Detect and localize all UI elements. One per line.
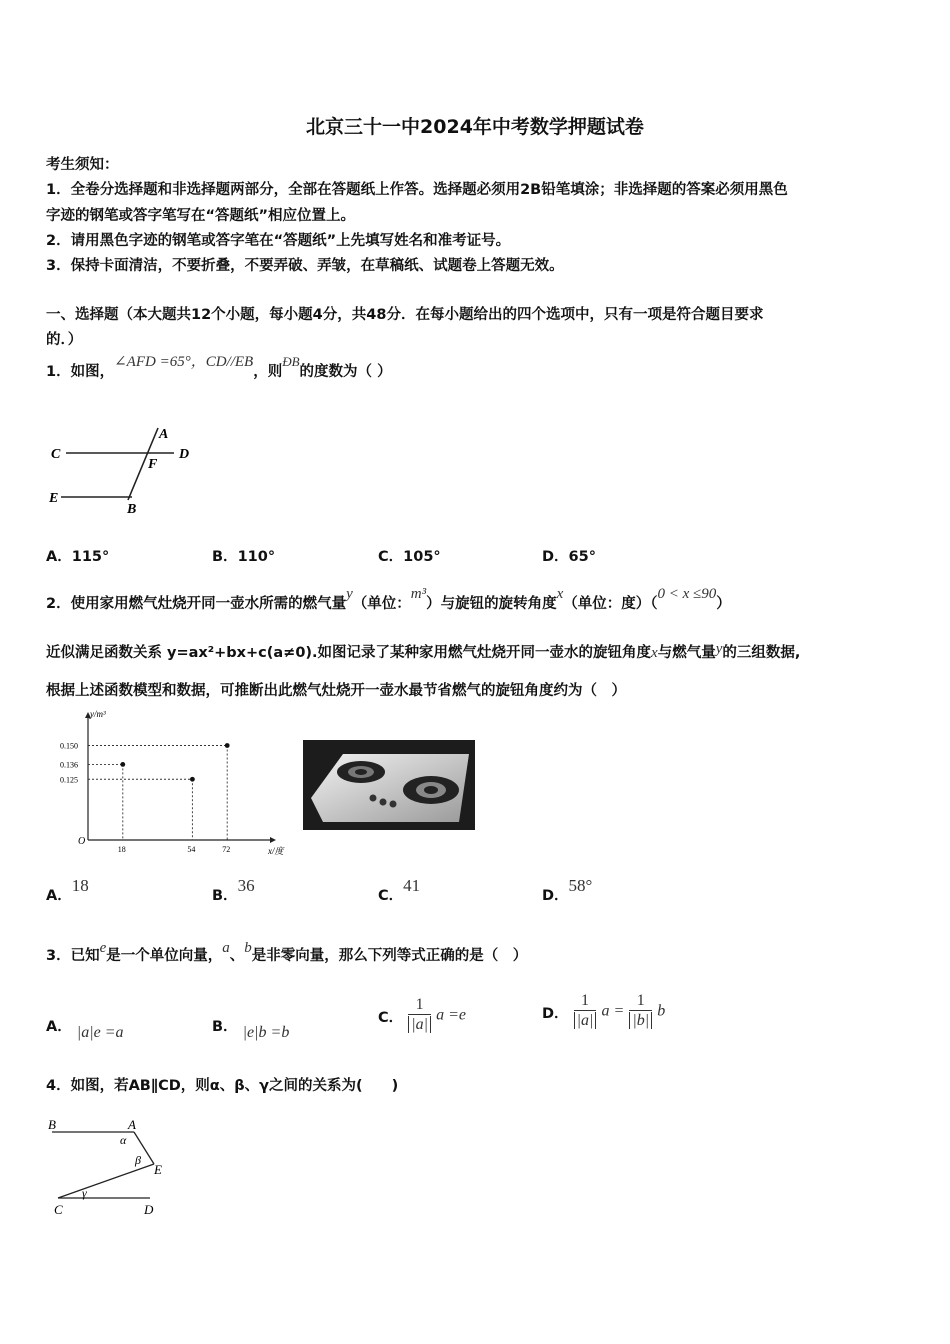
x-tick-18: 18 [117,845,126,854]
data-point-72 [225,743,230,748]
notice-heading: 考生须知： [46,157,119,173]
y-axis-label: y/m³ [90,709,106,719]
origin-label: O [78,836,86,847]
label-e: E [154,1162,162,1177]
x-tick-72: 72 [222,845,231,854]
notice-item-1: 1．全卷分选择题和非选择题两部分，全部在答题纸上作答。选择题必须用2B铅笔填涂；非选择题的答案必须用黑色 [46,182,788,198]
label-beta: β [135,1153,141,1167]
y-tick-0.150: 0.150 [60,741,78,751]
q1-figure [46,420,206,520]
q2-chart [58,708,286,856]
label-c: C [51,447,61,462]
data-point-18 [120,762,125,767]
q3-option-c[interactable]: C． $\frac{1}{|a|}$ a =e [378,996,466,1033]
notice-item-2: 2．请用黑色字迹的钢笔或答字笔在“答题纸”上先填写姓名和准考证号。 [46,233,511,249]
q1-option-a[interactable]: A．115° [46,549,110,565]
label-alpha: α [120,1133,127,1147]
y-tick-0.136: 0.136 [60,760,78,770]
q3-option-d[interactable]: D． $\frac{1}{|a|}$ a = $\frac{1}{|b|}$ b [542,992,666,1029]
q1-mid: ，则 [253,364,283,380]
q1-prefix: 1．如图， [46,364,115,380]
x-tick-54: 54 [187,845,196,854]
q2-stem-line1: 2．使用家用燃气灶烧开同一壶水所需的燃气量y（单位：m³）与旋钮的旋转角度x（单位：度）（0 < x ≤90） [46,586,731,612]
q1-math-condition: ∠AFD =65°，CD//EB [114,354,254,370]
q2-stem-line2: 近似满足函数关系 y=ax²+bx+c(a≠0).如图记录了某种家用燃气灶烧开同一壶水的旋钮角度x与燃气量y的三组数据, [46,641,801,661]
q2-var-x: x [556,586,564,602]
q4-figure [44,1112,174,1220]
q1-math-angle: ÐB [282,354,300,369]
q3-vector-b: b [244,940,252,956]
q1-option-d[interactable]: D．65° [542,549,596,565]
q2-stem-line3: 根据上述函数模型和数据，可推断出此燃气灶烧开一壶水最节省燃气的旋钮角度约为（ ） [46,683,626,699]
q2-option-a[interactable]: A．18 [46,876,89,904]
stove-photo [303,740,475,830]
q2-option-c[interactable]: C．41 [378,876,421,904]
section-heading: 一、选择题（本大题共12个小题，每小题4分，共48分．在每小题给出的四个选项中，只有一项是符合题目要求 [46,307,764,323]
q4-stem: 4．如图，若AB∥CD，则α、β、γ之间的关系为( ) [46,1078,399,1094]
q2-option-b[interactable]: B．36 [212,876,255,904]
section-heading-cont: 的．） [46,332,83,348]
label-b: B [127,502,137,517]
q3-option-a[interactable]: A． |a|e =a [46,1019,124,1041]
label-d: D [179,447,190,462]
q3-stem: 3．已知e是一个单位向量，a、b是非零向量，那么下列等式正确的是（ ） [46,940,528,964]
q1-option-c[interactable]: C．105° [378,549,441,565]
notice-item-1-cont: 字迹的钢笔或答字笔写在“答题纸”相应位置上。 [46,208,356,224]
q3-option-b[interactable]: B． |e|b =b [212,1019,290,1041]
q2-unit: m³ [410,586,427,602]
q2-range: 0 < x ≤90 [657,586,717,602]
label-a: A [128,1117,136,1132]
label-b: B [48,1117,56,1132]
label-e: E [49,491,59,506]
data-point-54 [190,777,195,782]
q2-var-y: y [346,586,353,602]
line-ec [58,1164,154,1198]
label-gamma: γ [82,1186,87,1200]
q3-vector-a: a [222,940,230,956]
x-axis-arrow [270,837,276,843]
label-d: D [144,1202,154,1217]
q1-stem [46,354,392,381]
q3-vector-e: e [99,940,107,956]
x-axis-label: x/度 [268,846,284,856]
q2-option-d[interactable]: D．58° [542,876,593,904]
label-a: A [159,427,169,442]
notice-item-3: 3．保持卡面清洁，不要折叠，不要弄破、弄皱，在草稿纸、试题卷上答题无效。 [46,258,564,274]
label-c: C [54,1202,63,1217]
label-f: F [148,457,158,472]
q1-option-b[interactable]: B．110° [212,549,276,565]
y-tick-0.125: 0.125 [60,775,78,785]
q1-suffix: 的度数为（ ） [299,364,392,380]
page-title: 北京三十一中2024年中考数学押题试卷 [306,116,644,138]
